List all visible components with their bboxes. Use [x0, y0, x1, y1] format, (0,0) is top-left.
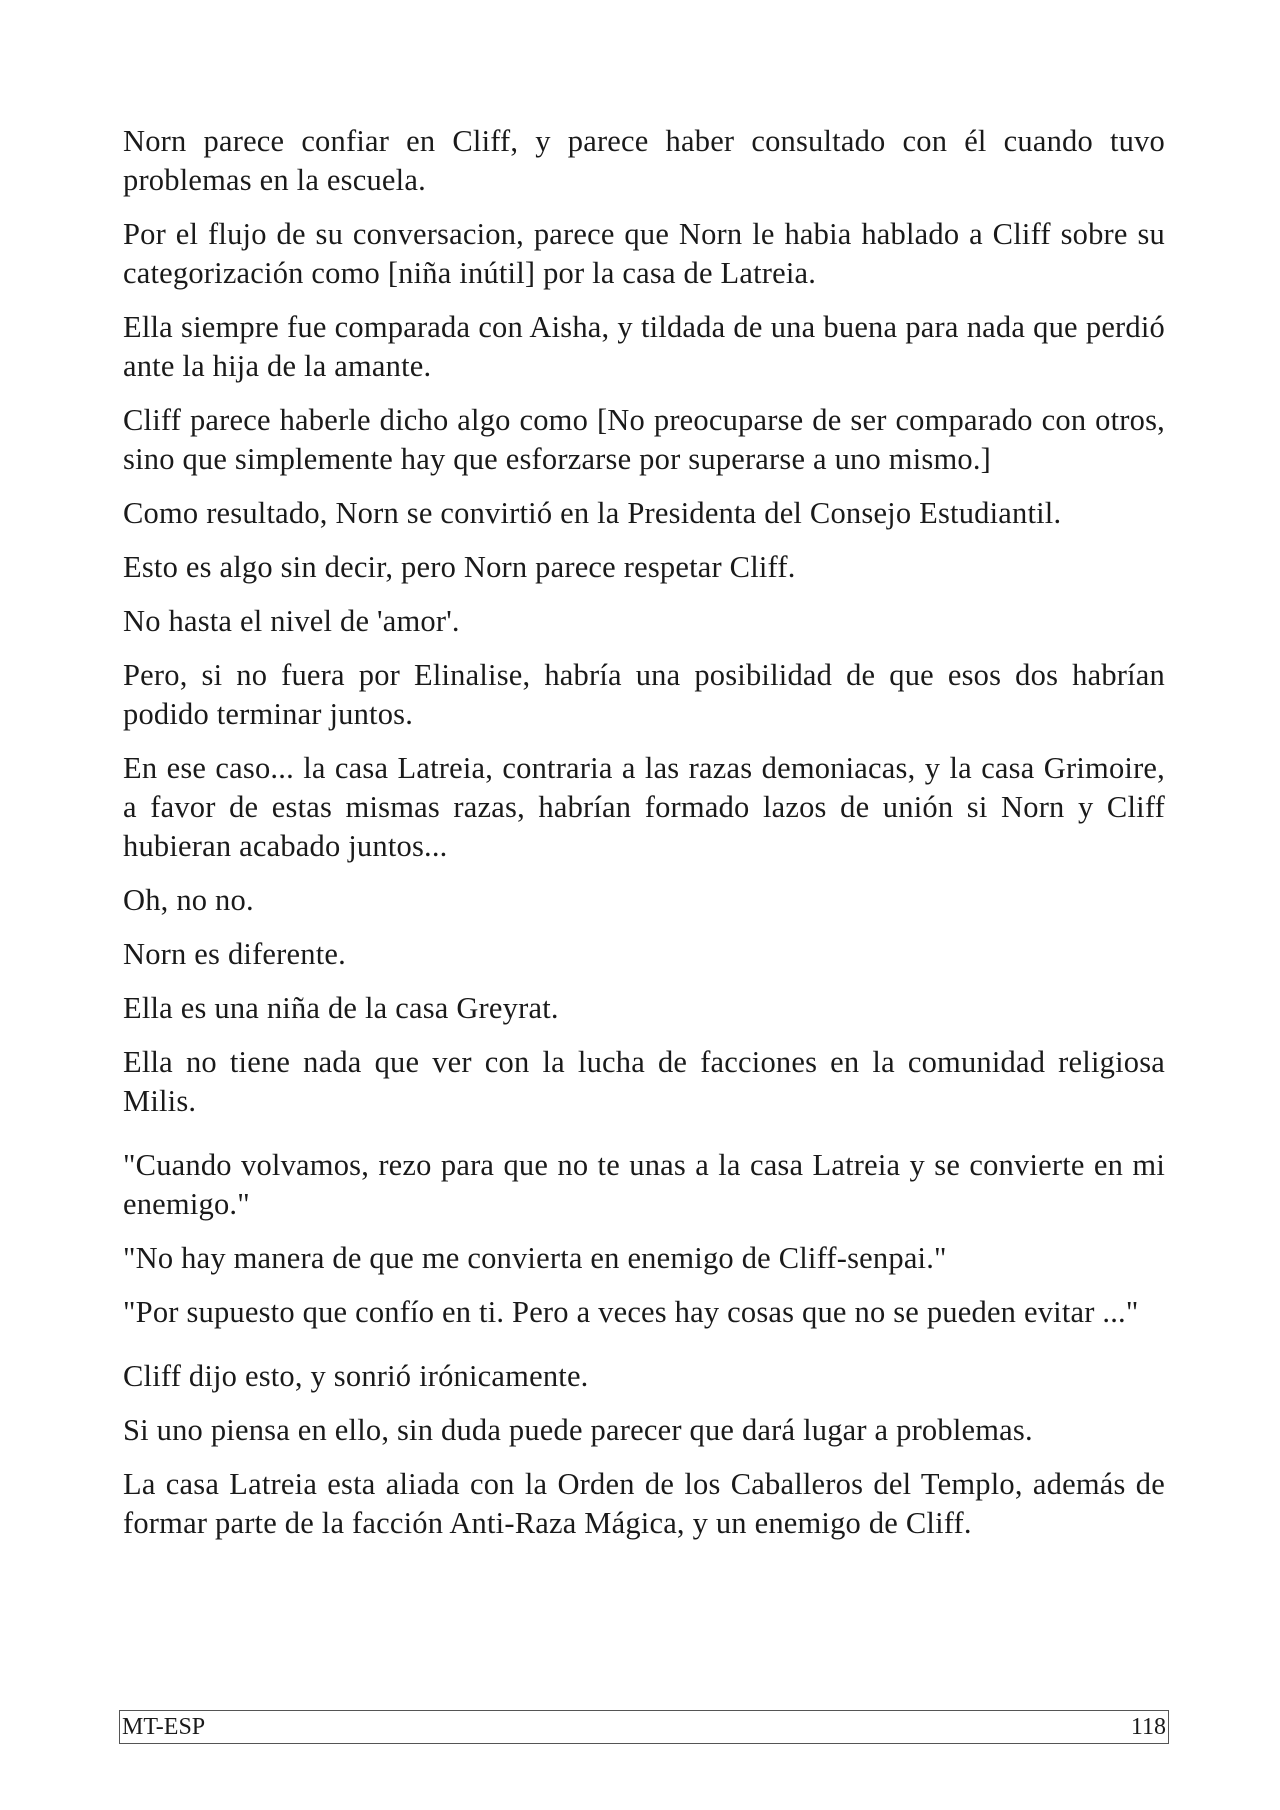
dialogue-paragraph: "Por supuesto que confío en ti. Pero a veces hay cosas que no se pueden evitar ...": [123, 1295, 1139, 1329]
paragraph: Ella es una niña de la casa Greyrat.: [123, 991, 559, 1025]
paragraph: Si uno piensa en ello, sin duda puede parecer que dará lugar a problemas.: [123, 1413, 1033, 1447]
paragraph: Ella no tiene nada que ver con la lucha de facciones en la comunidad religiosa Milis.: [123, 1045, 1165, 1118]
paragraph: Oh, no no.: [123, 883, 254, 917]
paragraph: Esto es algo sin decir, pero Norn parece respetar Cliff.: [123, 550, 796, 584]
paragraph: En ese caso... la casa Latreia, contraria a las razas demoniacas, y la casa Grimoire, a favor de estas mismas razas, habrían formado lazos de unión si Norn y Cliff hubieran acabado juntos...: [123, 751, 1165, 863]
page-number: 118: [1130, 1714, 1166, 1740]
paragraph: No hasta el nivel de 'amor'.: [123, 604, 460, 638]
paragraph: Por el flujo de su conversacion, parece que Norn le habia hablado a Cliff sobre su categorización como [niña inútil] por la casa de Latreia.: [123, 217, 1165, 290]
paragraph: Como resultado, Norn se convirtió en la Presidenta del Consejo Estudiantil.: [123, 496, 1062, 530]
page-footer: [119, 1710, 1169, 1744]
dialogue-paragraph: "Cuando volvamos, rezo para que no te unas a la casa Latreia y se convierte en mi enemigo.": [123, 1148, 1165, 1221]
page-body: [123, 122, 1165, 1558]
paragraph: Ella siempre fue comparada con Aisha, y tildada de una buena para nada que perdió ante la hija de la amante.: [123, 310, 1165, 383]
paragraph: Norn parece confiar en Cliff, y parece haber consultado con él cuando tuvo problemas en la escuela.: [123, 124, 1165, 197]
paragraph: Norn es diferente.: [123, 937, 346, 971]
dialogue-paragraph: "No hay manera de que me convierta en enemigo de Cliff-senpai.": [123, 1241, 947, 1275]
paragraph: Pero, si no fuera por Elinalise, habría una posibilidad de que esos dos habrían podido terminar juntos.: [123, 658, 1165, 731]
paragraph: Cliff dijo esto, y sonrió irónicamente.: [123, 1359, 589, 1393]
paragraph: La casa Latreia esta aliada con la Orden de los Caballeros del Templo, además de formar parte de la facción Anti-Raza Mágica, y un enemigo de Cliff.: [123, 1467, 1165, 1540]
footer-label: MT-ESP: [122, 1714, 206, 1740]
paragraph: Cliff parece haberle dicho algo como [No preocuparse de ser comparado con otros, sino que simplemente hay que esforzarse por superarse a uno mismo.]: [123, 403, 1165, 476]
